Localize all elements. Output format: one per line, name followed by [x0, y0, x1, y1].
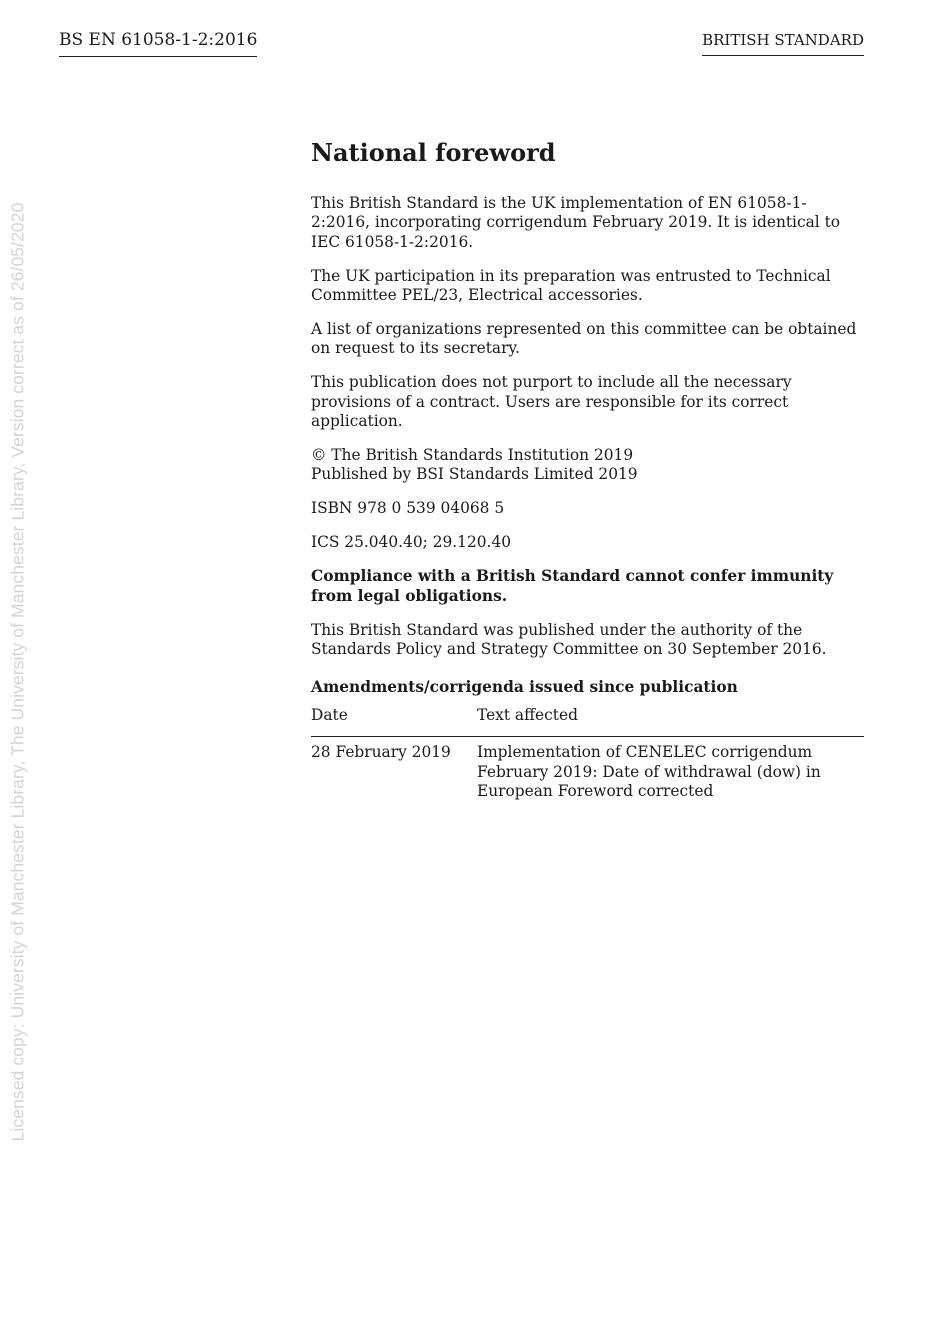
ics-line: ICS 25.040.40; 29.120.40 [311, 533, 512, 552]
implementation-paragraph: This British Standard is the UK implementation of EN 61058-1-2:2016, incorporating corrigendum February 2019. It is identical to IEC 61058-1-2:2016. [311, 194, 841, 251]
amendment-text: Implementation of CENELEC corrigendum February 2019: Date of withdrawal (dow) in European Foreword corrected [477, 743, 821, 800]
amendments-header-row [311, 706, 864, 737]
page-title: National foreword [311, 138, 556, 167]
amendments-table [311, 706, 864, 802]
column-header-date: Date [311, 706, 477, 737]
isbn-line: ISBN 978 0 539 04068 5 [311, 499, 505, 518]
header-standard-label: BRITISH STANDARD [702, 31, 864, 56]
organizations-paragraph: A list of organizations represented on this committee can be obtained on request to its secretary. [311, 320, 857, 358]
amendment-date: 28 February 2019 [311, 743, 451, 762]
compliance-statement: Compliance with a British Standard cannot confer immunity from legal obligations. [311, 567, 834, 605]
publisher-line: Published by BSI Standards Limited 2019 [311, 465, 638, 484]
license-watermark: Licensed copy: University of Manchester Library, The University of Manchester Library, Version correct as of 26/05/2020 [7, 202, 28, 1142]
committee-paragraph: The UK participation in its preparation was entrusted to Technical Committee PEL/23, Electrical accessories. [311, 266, 831, 305]
amendments-heading: Amendments/corrigenda issued since publication [311, 678, 738, 697]
foreword-content [311, 138, 864, 801]
column-header-text-affected: Text affected [477, 706, 864, 737]
provisions-paragraph: This publication does not purport to include all the necessary provisions of a contract. Users are responsible for its correct application. [311, 373, 792, 431]
authority-paragraph: This British Standard was published under the authority of the Standards Policy and Strategy Committee on 30 September 2016. [311, 620, 827, 658]
table-row [311, 737, 864, 802]
header-document-id: BS EN 61058-1-2:2016 [59, 30, 257, 57]
copyright-line: © The British Standards Institution 2019 [311, 446, 634, 465]
copyright-block [311, 446, 864, 485]
